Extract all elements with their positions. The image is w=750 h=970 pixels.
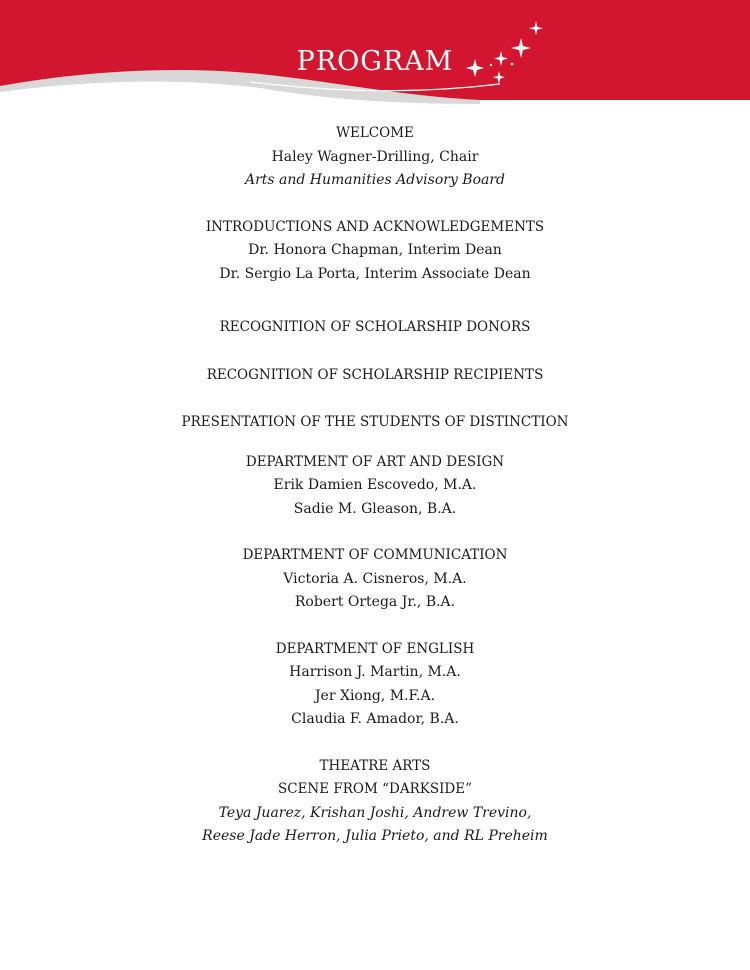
department-heading: DEPARTMENT OF ART AND DESIGN: [245, 453, 505, 470]
presentation-section: [0, 411, 750, 435]
welcome-affiliation: Arts and Humanities Advisory Board: [244, 172, 506, 188]
department-section: [0, 544, 750, 615]
welcome-section: [0, 122, 750, 193]
student-name: Robert Ortega Jr., B.A.: [294, 594, 456, 610]
section-heading: PRESENTATION OF THE STUDENTS OF DISTINCTION: [181, 414, 569, 430]
theatre-section: [0, 755, 750, 849]
scene-title: SCENE FROM “DARKSIDE”: [278, 781, 472, 797]
section-heading: RECOGNITION OF SCHOLARSHIP DONORS: [219, 319, 531, 335]
department-section: [0, 638, 750, 732]
page-title: PROGRAM: [296, 46, 454, 77]
section-heading: RECOGNITION OF SCHOLARSHIP RECIPIENTS: [206, 366, 544, 383]
department-heading: DEPARTMENT OF ENGLISH: [275, 640, 475, 657]
student-name: Sadie M. Gleason, B.A.: [293, 500, 457, 517]
student-name: Erik Damien Escovedo, M.A.: [273, 477, 477, 493]
recipients-section: [0, 364, 750, 388]
speaker-name: Dr. Honora Chapman, Interim Dean: [248, 242, 502, 258]
speaker-name: Dr. Sergio La Porta, Interim Associate Dean: [219, 265, 531, 282]
program-content: [0, 122, 750, 849]
donors-section: [0, 316, 750, 340]
introductions-section: [0, 216, 750, 287]
welcome-speaker: Haley Wagner-Drilling, Chair: [271, 148, 479, 165]
header-banner: [0, 0, 750, 108]
student-name: Claudia F. Amador, B.A.: [291, 711, 459, 727]
performers-line: Reese Jade Herron, Julia Prieto, and RL Preheim: [202, 828, 548, 844]
department-section: [0, 451, 750, 522]
performers-line: Teya Juarez, Krishan Joshi, Andrew Trevino,: [218, 804, 532, 821]
student-name: Jer Xiong, M.F.A.: [314, 687, 436, 704]
department-heading: DEPARTMENT OF COMMUNICATION: [242, 547, 508, 563]
student-name: Victoria A. Cisneros, M.A.: [283, 570, 467, 587]
section-heading: WELCOME: [336, 125, 414, 141]
section-heading: INTRODUCTIONS AND ACKNOWLEDGEMENTS: [205, 218, 545, 235]
theatre-heading: THEATRE ARTS: [319, 757, 431, 774]
student-name: Harrison J. Martin, M.A.: [289, 664, 461, 680]
